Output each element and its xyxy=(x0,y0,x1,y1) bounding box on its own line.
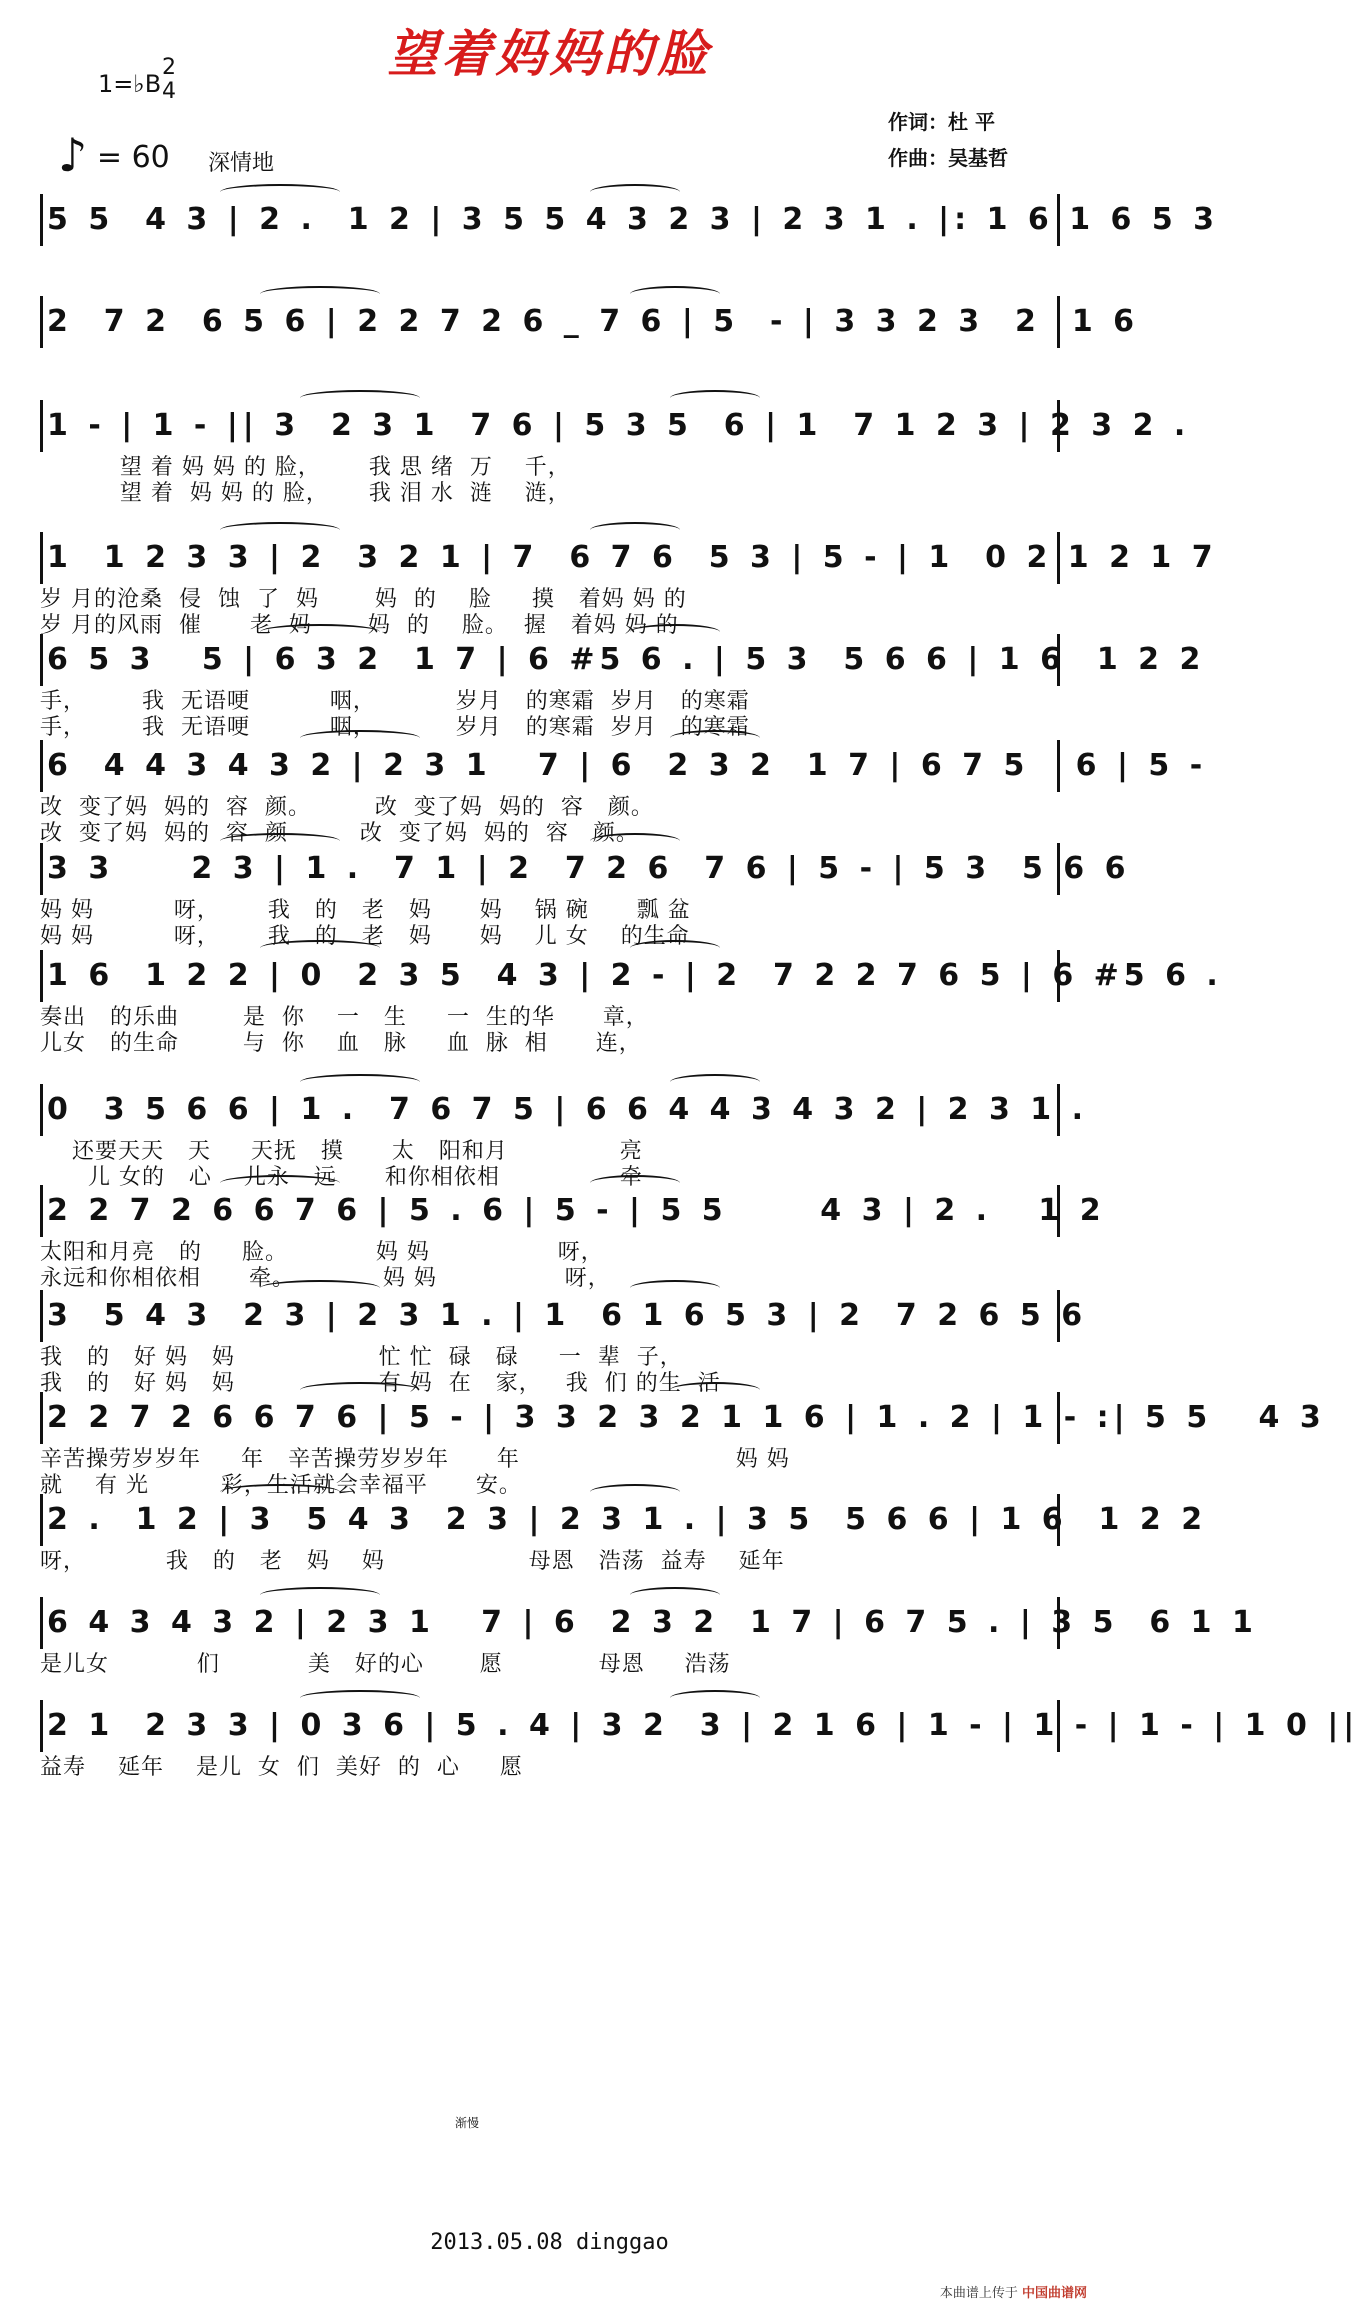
slur-arc xyxy=(220,184,340,200)
notation-line: 2 7 2 6 5 6 | 2 2 7 2 6 _ 7 6 | 5 - | 3 3 2 3 2 1 6 xyxy=(40,296,1060,348)
slur-arc xyxy=(300,1382,420,1398)
footer-date-author: 2013.05.08 dinggao xyxy=(430,2230,669,2255)
slur-arc xyxy=(590,522,680,538)
watermark-text: 本曲谱上传于 xyxy=(939,2286,1018,2301)
slur-arc xyxy=(630,940,720,956)
notation-line: 2 2 7 2 6 6 7 6 | 5 . 6 | 5 - | 5 5 4 3 | 2 . 1 2 xyxy=(40,1185,1060,1237)
slur-arc xyxy=(670,1074,760,1090)
song-title: 望着妈妈的脸 xyxy=(387,24,712,83)
eighth-note-icon: ♪ xyxy=(58,128,88,182)
notation-line: 2 1 2 3 3 | 0 3 6 | 5 . 4 | 3 2 3 | 2 1 6 | 1 - | 1 - | 1 - | 1 0 || xyxy=(40,1700,1060,1752)
slur-arc xyxy=(260,940,380,956)
notation-line: 2 . 1 2 | 3 5 4 3 2 3 | 2 3 1 . | 3 5 5 6 6 | 1 6 1 2 2 xyxy=(40,1494,1060,1546)
lyric-line-2: 就 有 光 彩，生活就会幸福平 安。 xyxy=(40,1473,522,1498)
slur-arc xyxy=(670,390,760,406)
lyric-line-2: 儿 女的 心 儿永 远 和你相依相 牵 xyxy=(40,1165,643,1190)
time-bottom: 4 xyxy=(162,79,176,104)
slur-arc xyxy=(590,184,680,200)
slur-arc xyxy=(670,1690,760,1706)
credits xyxy=(888,104,1008,176)
notation-line: 1 6 1 2 2 | 0 2 3 5 4 3 | 2 - | 2 7 2 2 7 6 5 | 6 #5 6 . xyxy=(40,950,1060,1002)
ritardando-marking: 渐慢 xyxy=(455,2116,480,2130)
lyric-line-2: 儿女 的生命 与 你 血 脉 血 脉 相 连， xyxy=(40,1031,642,1056)
lyric-line-2: 手， 我 无语哽 咽， 岁月 的寒霜 岁月 的寒霜 xyxy=(40,715,750,740)
slur-arc xyxy=(220,1484,340,1500)
slur-arc xyxy=(670,730,760,746)
slur-arc xyxy=(590,833,680,849)
lyric-line-1: 我 的 好 妈 妈 忙 忙 碌 碌 一 辈 子， xyxy=(40,1345,683,1370)
notation-line: 6 4 3 4 3 2 | 2 3 1 7 | 6 2 3 2 1 7 | 6 7 5 . | 3 5 6 1 1 xyxy=(40,1597,1060,1649)
time-signature xyxy=(162,56,176,104)
notation-line: 5 5 4 3 | 2 . 1 2 | 3 5 5 4 3 2 3 | 2 3 1 . |: 1 6 1 6 5 3 xyxy=(40,194,1060,246)
slur-arc xyxy=(590,1484,680,1500)
lyric-line-2: 岁 月的风雨 催 老 妈 妈 的 脸。 握 着妈 妈 的 xyxy=(40,613,679,638)
lyric-line-1: 太阳和月亮 的 脸。 妈 妈 呀， xyxy=(40,1240,604,1265)
slur-arc xyxy=(260,624,380,640)
lyric-line-1: 益寿 延年 是儿 女 们 美好 的 心 愿 xyxy=(40,1755,523,1780)
notation-line: 2 2 7 2 6 6 7 6 | 5 - | 3 3 2 3 2 1 1 6 | 1 . 2 | 1 - :| 5 5 4 3 xyxy=(40,1392,1060,1444)
lyric-line-2: 改 变了妈 妈的 容 颜 改 变了妈 妈的 容 颜。 xyxy=(40,821,639,846)
slur-arc xyxy=(300,1074,420,1090)
lyric-line-1: 妈 妈 呀， 我 的 老 妈 妈 锅 碗 瓢 盆 xyxy=(40,898,691,923)
slur-arc xyxy=(220,1175,340,1191)
slur-arc xyxy=(260,1587,380,1603)
lyric-line-2: 望 着 妈 妈 的 脸， 我 泪 水 涟 涟， xyxy=(40,481,571,506)
lyric-line-1: 岁 月的沧桑 侵 蚀 了 妈 妈 的 脸 摸 着妈 妈 的 xyxy=(40,587,687,612)
slur-arc xyxy=(220,522,340,538)
lyric-line-1: 呀， 我 的 老 妈 妈 母恩 浩荡 益寿 延年 xyxy=(40,1549,785,1574)
slur-arc xyxy=(300,390,420,406)
lyric-line-2: 永远和你相依相 牵。 妈 妈 呀， xyxy=(40,1266,611,1291)
notation-line: 0 3 5 6 6 | 1 . 7 6 7 5 | 6 6 4 4 3 4 3 2 | 2 3 1 . xyxy=(40,1084,1060,1136)
lyric-line-1: 辛苦操劳岁岁年 年 辛苦操劳岁岁年 年 妈 妈 xyxy=(40,1447,790,1472)
slur-arc xyxy=(670,1382,760,1398)
slur-arc xyxy=(260,286,380,302)
slur-arc xyxy=(630,624,720,640)
notation-line: 6 5 3 5 | 6 3 2 1 7 | 6 #5 6 . | 5 3 5 6 6 | 1 6 1 2 2 xyxy=(40,634,1060,686)
lyric-line-1: 手， 我 无语哽 咽， 岁月 的寒霜 岁月 的寒霜 xyxy=(40,689,750,714)
notation-line: 3 3 2 3 | 1 . 7 1 | 2 7 2 6 7 6 | 5 - | 5 3 5 6 6 xyxy=(40,843,1060,895)
lyric-line-1: 改 变了妈 妈的 容 颜。 改 变了妈 妈的 容 颜。 xyxy=(40,795,654,820)
lyric-line-1: 望 着 妈 妈 的 脸， 我 思 绪 万 千， xyxy=(40,455,571,480)
lyricist: 作词：杜 平 xyxy=(888,110,995,134)
notation-line: 3 5 4 3 2 3 | 2 3 1 . | 1 6 1 6 5 3 | 2 7 2 6 5 6 xyxy=(40,1290,1060,1342)
slur-arc xyxy=(630,1280,720,1296)
slur-arc xyxy=(300,1690,420,1706)
slur-arc xyxy=(630,286,720,302)
watermark xyxy=(940,2282,1087,2301)
notation-line: 1 - | 1 - || 3 2 3 1 7 6 | 5 3 5 6 | 1 7 1 2 3 | 2 3 2 . xyxy=(40,400,1060,452)
lyric-line-1: 还要天天 天 天抚 摸 太 阳和月 亮 xyxy=(40,1139,643,1164)
lyric-line-1: 是儿女 们 美 好的心 愿 母恩 浩荡 xyxy=(40,1652,731,1677)
slur-arc xyxy=(220,833,340,849)
slur-arc xyxy=(300,730,420,746)
slur-arc xyxy=(630,1587,720,1603)
key-signature: 1=♭B xyxy=(98,70,162,98)
notation-line: 1 1 2 3 3 | 2 3 2 1 | 7 6 7 6 5 3 | 5 - | 1 0 2 1 2 1 7 xyxy=(40,532,1060,584)
watermark-site: 中国曲谱网 xyxy=(1021,2286,1087,2301)
lyric-line-1: 奏出 的乐曲 是 你 一 生 一 生的华 章， xyxy=(40,1005,649,1030)
composer: 作曲：吴基哲 xyxy=(888,146,1008,170)
notation-line: 6 4 4 3 4 3 2 | 2 3 1 7 | 6 2 3 2 1 7 | 6 7 5 6 | 5 - xyxy=(40,740,1060,792)
expression-marking: 深情地 xyxy=(208,151,275,176)
lyric-line-2: 我 的 好 妈 妈 有 妈 在 家， 我 们 的生 活 xyxy=(40,1371,721,1396)
time-top: 2 xyxy=(162,55,176,80)
lyric-line-2: 妈 妈 呀， 我 的 老 妈 妈 儿 女 的生命 xyxy=(40,924,690,949)
tempo-value: = 60 xyxy=(96,140,170,175)
slur-arc xyxy=(260,1280,380,1296)
slur-arc xyxy=(590,1175,680,1191)
tempo-marking xyxy=(58,128,170,182)
